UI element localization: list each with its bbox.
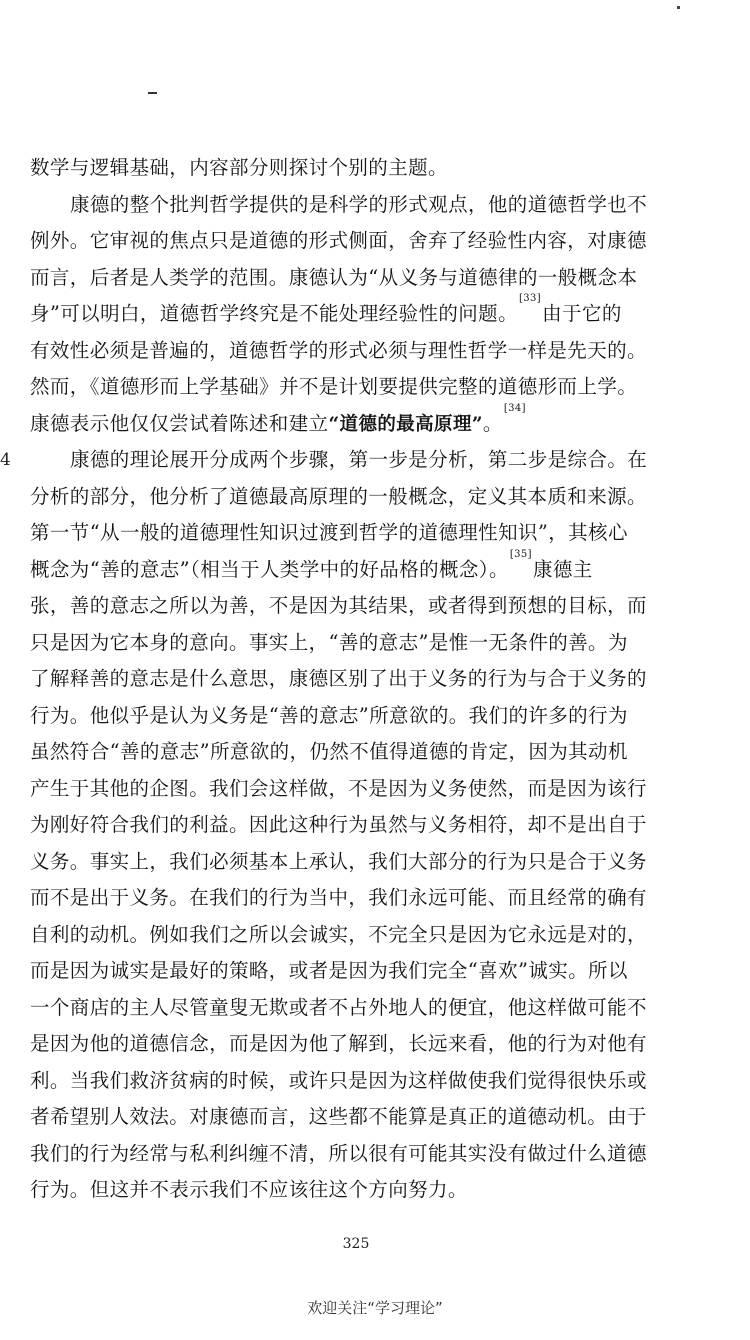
body-text <box>30 150 670 1209</box>
text-line: 我们的行为经常与私利纠缠不清，所以很有可能其实没有做过什么道德 <box>30 1141 647 1165</box>
text-segment: 身”可以明白，道德哲学终究是不能处理经验性的问题。 <box>30 302 518 325</box>
text-line: 数学与逻辑基础，内容部分则探讨个别的主题。 <box>30 156 448 179</box>
text-line <box>30 293 670 333</box>
text-line: 康德的整个批判哲学提供的是科学的形式观点，他的道德哲学也不 <box>70 192 648 216</box>
text-line: 第一节“从一般的道德理性知识过渡到哲学的道德理性知识”，其核心 <box>30 521 628 544</box>
text-line: 康德的理论展开分成两个步骤，第一步是分析，第二步是综合。在 <box>70 448 648 471</box>
text-line <box>30 548 670 589</box>
text-segment: 概念为“善的意志”（相当于人类学中的好品格的概念）。 <box>30 557 509 581</box>
text-line: 了解释善的意志是什么意思，康德区别了出于义务的行为与合于义务的 <box>30 667 647 690</box>
text-line: 一个商店的主人尽管童叟无欺或者不占外地人的便宜，他这样做可能不 <box>30 995 647 1019</box>
text-line: 而不是出于义务。在我们的行为当中，我们永远可能、而且经常的确有 <box>30 886 647 909</box>
text-segment: 。 <box>482 411 503 435</box>
text-line: 行为。但这并不表示我们不应该往这个方向努力。 <box>30 1178 468 1201</box>
page-number: 325 <box>342 1236 370 1252</box>
text-segment: 康德主 <box>532 557 593 581</box>
text-line: 然而，《道德形而上学基础》并不是计划要提供完整的道德形而上学。 <box>30 375 638 398</box>
text-line: 只是因为它本身的意向。事实上，“善的意志”是惟一无条件的善。为 <box>30 630 628 654</box>
text-segment: 由于它的 <box>542 302 622 325</box>
text-line: 者希望别人效法。对康德而言，这些都不能算是真正的道德动机。由于 <box>30 1105 647 1128</box>
scan-speck <box>148 92 157 94</box>
text-line: 虽然符合“善的意志”所意欲的，仍然不值得道德的肯定，因为其动机 <box>30 740 628 763</box>
text-line: 行为。他似乎是认为义务是“善的意志”所意欲的。我们的许多的行为 <box>30 703 628 727</box>
footnote-ref-35[interactable]: [35] <box>509 548 532 560</box>
text-line: 为刚好符合我们的利益。因此这种行为虽然与义务相符，却不是出自于 <box>30 813 647 836</box>
emphasized-quote: “道德的最高原理” <box>328 413 483 435</box>
text-line: 例外。它审视的焦点只是道德的形式侧面，舍弃了经验性内容，对康德 <box>30 229 647 252</box>
margin-mark: 4 <box>0 450 11 470</box>
scan-speck <box>677 6 680 9</box>
text-line: 义务。事实上，我们必须基本上承认，我们大部分的行为只是合于义务 <box>30 849 647 873</box>
footnote-ref-33[interactable]: [33] <box>518 293 542 304</box>
text-line: 自利的动机。例如我们之所以会诚实，不完全只是因为它永远是对的， <box>30 922 647 946</box>
footnote-ref-34[interactable]: [34] <box>503 402 526 414</box>
text-line <box>30 402 670 443</box>
text-line: 有效性必须是普遍的，道德哲学的形式必须与理性哲学一样是先天的。 <box>30 338 647 362</box>
text-line: 分析的部分，他分析了道德最高原理的一般概念，定义其本质和来源。 <box>30 484 647 508</box>
text-line: 而言，后者是人类学的范围。康德认为“从义务与道德律的一般概念本 <box>30 265 638 289</box>
text-segment: 康德表示他仅仅尝试着陈述和建立 <box>30 411 329 435</box>
text-line: 产生于其他的企图。我们会这样做，不是因为义务使然，而是因为该行 <box>30 776 647 800</box>
text-line: 而是因为诚实是最好的策略，或者是因为我们完全“喜欢”诚实。所以 <box>30 959 628 982</box>
text-line: 利。当我们救济贫病的时候，或许只是因为这样做使我们觉得很快乐或 <box>30 1068 647 1092</box>
text-line: 张，善的意志之所以为善，不是因为其结果，或者得到预想的目标，而 <box>30 594 647 617</box>
text-line: 是因为他的道德信念，而是因为他了解到，长远来看，他的行为对他有 <box>30 1032 647 1055</box>
footer-watermark: 欢迎关注“学习理论” <box>307 1299 443 1317</box>
